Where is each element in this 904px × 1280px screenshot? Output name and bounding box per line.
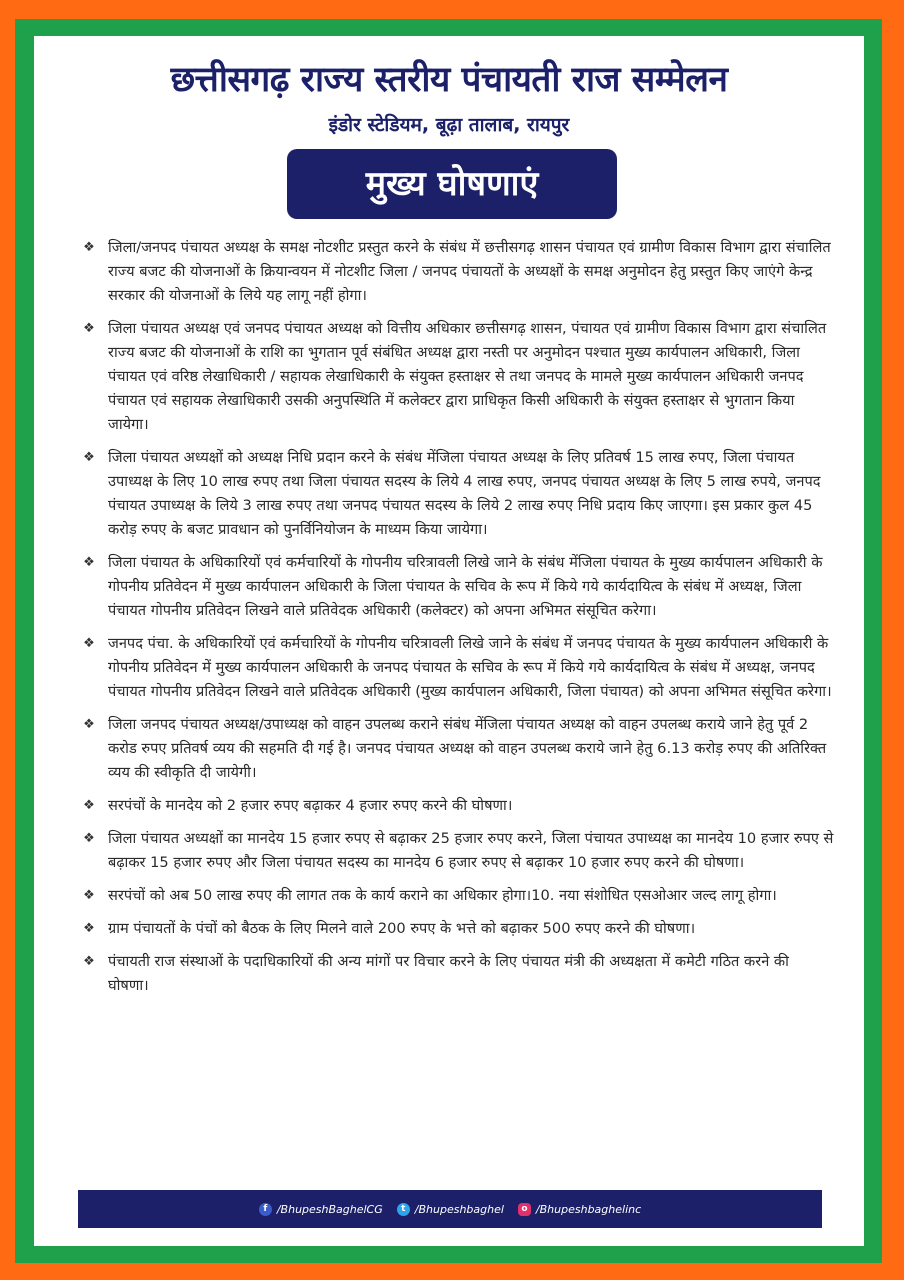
venue-subtitle: इंडोर स्टेडियम, बूढ़ा तालाब, रायपुर bbox=[328, 114, 570, 136]
announcement-item bbox=[74, 917, 834, 941]
announcement-item bbox=[74, 794, 834, 818]
announcement-item bbox=[74, 950, 834, 998]
announcement-text: जिला पंचायत अध्यक्ष एवं जनपद पंचायत अध्यक्ष को वित्तीय अधिकार छत्तीसगढ़ शासन, पंचायत एवं ग्रामीण विकास विभाग द्वारा संचालित राज्य बजट की योजनाओं के राशि का भुगतान पूर्व संबंधित अध्यक्ष द्वारा नस्ती पर अनुमोदन पश्चात मुख्य कार्यपालन अधिकारी, जिला पंचायत एवं वरिष्ठ लेखाधिकारी / सहायक लेखाधिकारी के संयुक्त हस्ताक्षर से तथा जनपद के मामले मुख्य कार्यपालन अधिकारी जनपद पंचायत एवं सहायक लेखाधिकारी उसकी अनुपस्थिति में कलेक्टर द्वारा प्राधिकृत किसी अधिकारी के संयुक्त हस्ताक्षर से भुगतान किया जायेगा। bbox=[108, 320, 827, 433]
instagram-link[interactable] bbox=[518, 1203, 641, 1216]
diamond-bullet-icon: ❖ bbox=[83, 555, 95, 570]
instagram-handle: /Bhupeshbaghelinc bbox=[535, 1202, 642, 1216]
twitter-icon: t bbox=[397, 1203, 410, 1216]
instagram-icon: o bbox=[518, 1203, 531, 1216]
diamond-bullet-icon: ❖ bbox=[83, 240, 95, 255]
diamond-bullet-icon: ❖ bbox=[83, 321, 95, 336]
announcement-text: सरपंचों के मानदेय को 2 हजार रुपए बढ़ाकर 4 हजार रुपए करने की घोषणा। bbox=[108, 797, 513, 814]
facebook-handle: /BhupeshBaghelCG bbox=[276, 1202, 383, 1216]
diamond-bullet-icon: ❖ bbox=[83, 954, 95, 969]
twitter-handle: /Bhupeshbaghel bbox=[414, 1202, 504, 1216]
announcement-text: जिला पंचायत के अधिकारियों एवं कर्मचारियों के गोपनीय चरित्रावली लिखे जाने के संबंध मेंजिला पंचायत के मुख्य कार्यपालन अधिकारी के गोपनीय प्रतिवेदन में मुख्य कार्यपालन अधिकारी के जिला पंचायत के सचिव के रूप में किये गये कार्यदायित्व के संबंध में अध्यक्ष, जिला पंचायत गोपनीय प्रतिवेदन लिखने वाले प्रतिवेदक अधिकारी (कलेक्टर) को अपना अभिमत संसूचित करेगा। bbox=[108, 554, 823, 619]
announcement-item bbox=[74, 317, 834, 437]
announcement-text: जिला जनपद पंचायत अध्यक्ष/उपाध्यक्ष को वाहन उपलब्ध कराने संबंध मेंजिला पंचायत अध्यक्ष को वाहन उपलब्ध कराये जाने हेतु पूर्व 2 करोड रुपए प्रतिवर्ष व्यय की सहमति दी गई है। जनपद पंचायत अध्यक्ष को वाहन उपलब्ध कराये जाने हेतु 6.13 करोड़ रुपए की अतिरिक्त व्यय की स्वीकृति दी जायेगी। bbox=[108, 716, 827, 781]
twitter-link[interactable] bbox=[397, 1203, 504, 1216]
announcement-item bbox=[74, 236, 834, 308]
announcements-banner bbox=[287, 149, 617, 219]
diamond-bullet-icon: ❖ bbox=[83, 831, 95, 846]
facebook-link[interactable] bbox=[259, 1203, 383, 1216]
diamond-bullet-icon: ❖ bbox=[83, 717, 95, 732]
announcement-text: जिला पंचायत अध्यक्षों को अध्यक्ष निधि प्रदान करने के संबंध मेंजिला पंचायत अध्यक्ष के लिए प्रतिवर्ष 15 लाख रुपए, जिला पंचायत उपाध्यक्ष के लिए 10 लाख रुपए तथा जिला पंचायत सदस्य के लिये 4 लाख रुपए, जनपद पंचायत अध्यक्ष के लिए 5 लाख रुपये, जनपद पंचायत उपाध्यक्ष के लिये 3 लाख रुपए तथा जनपद पंचायत सदस्य के लिये 2 लाख रुपए निधि प्रदाय किए जाएगा। इस प्रकार कुल 45 करोड़ रुपए के बजट प्रावधान को पुनर्विनियोजन के माध्यम किया जायेगा। bbox=[108, 449, 821, 538]
announcement-item bbox=[74, 884, 834, 908]
announcement-item bbox=[74, 446, 834, 542]
announcement-item bbox=[74, 551, 834, 623]
announcement-text: ग्राम पंचायतों के पंचों को बैठक के लिए मिलने वाले 200 रुपए के भत्ते को बढ़ाकर 500 रुपए करने की घोषणा। bbox=[108, 920, 696, 937]
announcement-item bbox=[74, 632, 834, 704]
diamond-bullet-icon: ❖ bbox=[83, 450, 95, 465]
announcement-text: पंचायती राज संस्थाओं के पदाधिकारियों की अन्य मांगों पर विचार करने के लिए पंचायत मंत्री की अध्यक्षता में कमेटी गठित करने की घोषणा। bbox=[108, 953, 789, 994]
banner-label: मुख्य घोषणाएं bbox=[365, 164, 539, 204]
diamond-bullet-icon: ❖ bbox=[83, 798, 95, 813]
poster-body bbox=[34, 36, 864, 1246]
announcement-item bbox=[74, 713, 834, 785]
social-footer bbox=[78, 1190, 822, 1228]
announcement-list bbox=[74, 236, 834, 1007]
diamond-bullet-icon: ❖ bbox=[83, 921, 95, 936]
announcement-item bbox=[74, 827, 834, 875]
announcement-text: सरपंचों को अब 50 लाख रुपए की लागत तक के कार्य कराने का अधिकार होगा।10. नया संशोधित एसओआर जल्द लागू होगा। bbox=[108, 887, 777, 904]
announcement-text: जनपद पंचा. के अधिकारियों एवं कर्मचारियों के गोपनीय चरित्रावली लिखे जाने के संबंध में जनपद पंचायत के मुख्य कार्यपालन अधिकारी के गोपनीय प्रतिवेदन में मुख्य कार्यपालन अधिकारी के जनपद पंचायत के सचिव के रूप में किये गये कार्यदायित्व के संबंध में अध्यक्ष, जनपद पंचायत गोपनीय प्रतिवेदन लिखने वाले प्रतिवेदक अधिकारी (मुख्य कार्यपालन अधिकारी, जिला पंचायत) को अपना अभिमत संसूचित करेगा। bbox=[108, 635, 832, 700]
page-title: छत्तीसगढ़ राज्य स्तरीय पंचायती राज सम्मेलन bbox=[170, 60, 728, 100]
diamond-bullet-icon: ❖ bbox=[83, 636, 95, 651]
diamond-bullet-icon: ❖ bbox=[83, 888, 95, 903]
announcement-text: जिला पंचायत अध्यक्षों का मानदेय 15 हजार रुपए से बढ़ाकर 25 हजार रुपए करने, जिला पंचायत उपाध्यक्ष का मानदेय 10 हजार रुपए से बढ़ाकर 15 हजार रुपए और जिला पंचायत सदस्य का मानदेय 6 हजार रुपए से बढ़ाकर 10 हजार रुपए करने की घोषणा। bbox=[108, 830, 834, 871]
facebook-icon: f bbox=[259, 1203, 272, 1216]
announcement-text: जिला/जनपद पंचायत अध्यक्ष के समक्ष नोटशीट प्रस्तुत करने के संबंध में छत्तीसगढ़ शासन पंचायत एवं ग्रामीण विकास विभाग द्वारा संचालित राज्य बजट की योजनाओं के क्रियान्वयन में नोटशीट जिला / जनपद पंचायतों के अध्यक्षों के समक्ष अनुमोदन हेतु प्रस्तुत किए जाएंगे केन्द्र सरकार की योजनाओं के लिये यह लागू नहीं होगा। bbox=[108, 239, 831, 304]
